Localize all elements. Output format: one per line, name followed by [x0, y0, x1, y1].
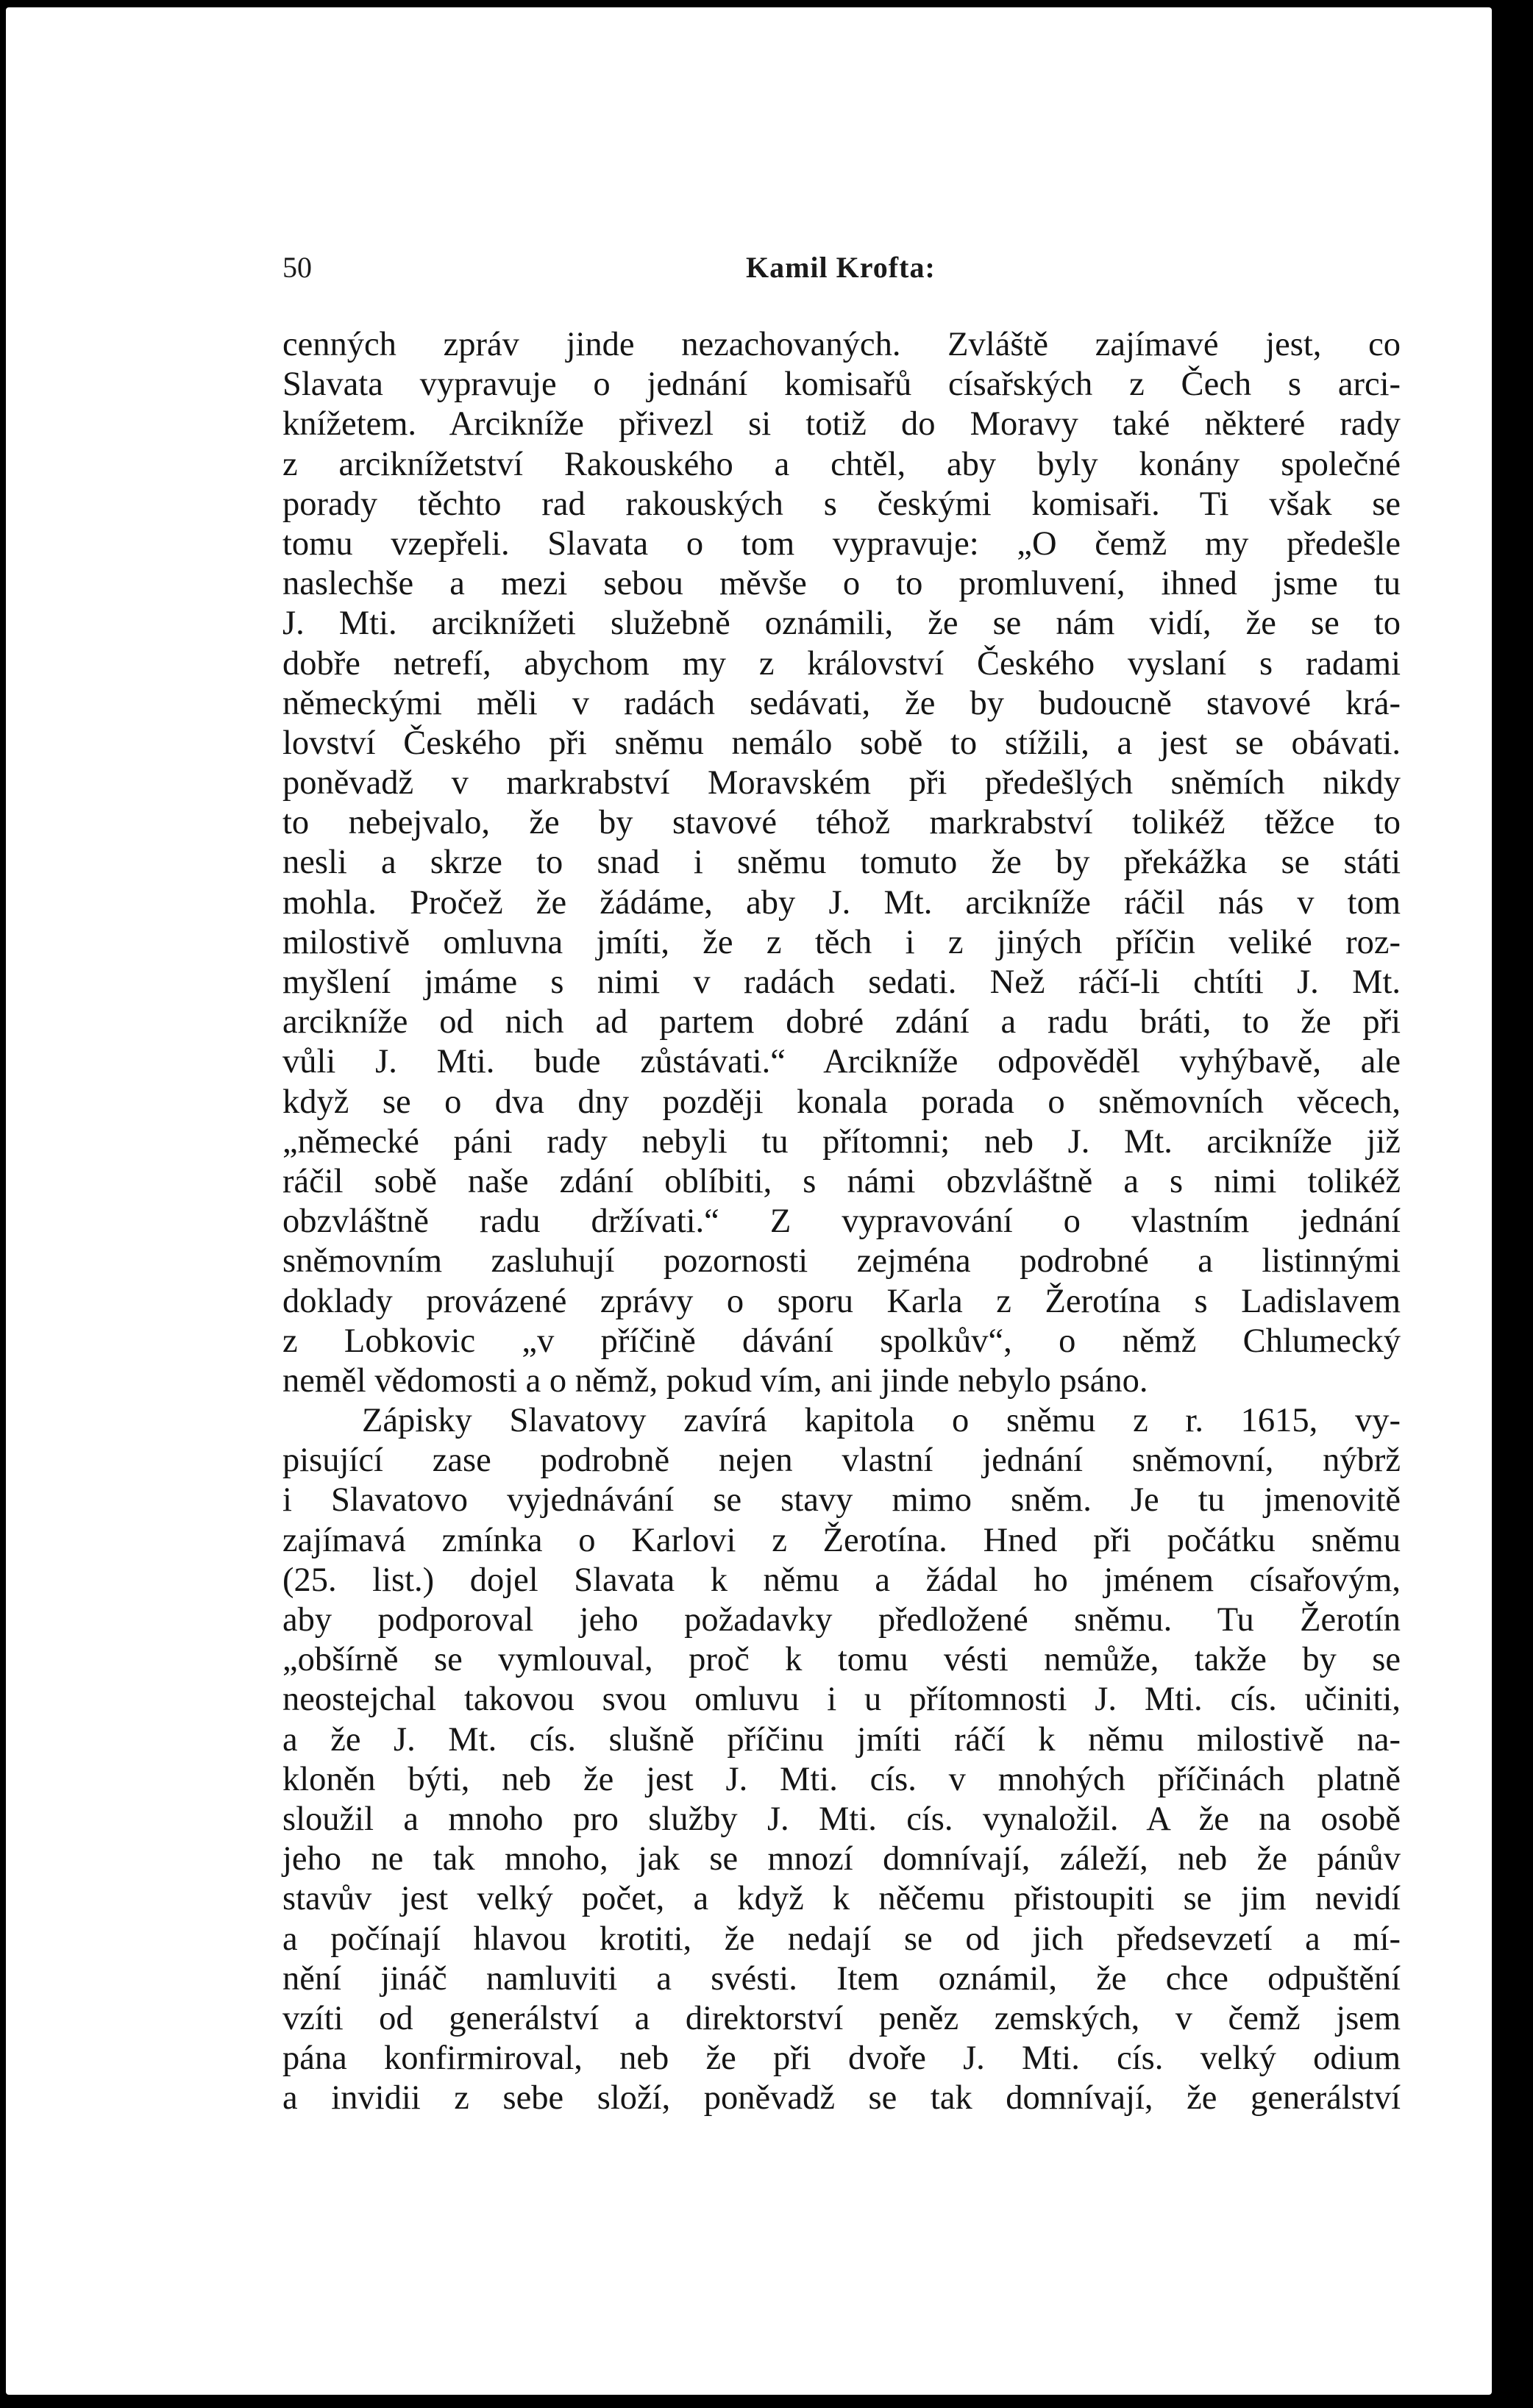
text-line: nesli a skrze to snad i sněmu tomuto že by překážka se státi	[282, 844, 1401, 882]
text-line: z arciknížetství Rakouského a chtěl, aby byly konány společné	[282, 445, 1401, 483]
text-line: kloněn býti, neb že jest J. Mti. cís. v mnohých příčinách platně	[282, 1760, 1401, 1798]
text-line: když se o dva dny později konala porada o sněmovních věcech,	[282, 1083, 1401, 1121]
text-line: (25. list.) dojel Slavata k němu a žádal ho jménem císařovým,	[282, 1561, 1401, 1599]
text-line: pána konfirmiroval, neb že při dvoře J. Mti. cís. velký odium	[282, 2040, 1401, 2078]
text-line: pisující zase podrobně nejen vlastní jednání sněmovní, nýbrž	[282, 1442, 1401, 1480]
text-line: Zápisky Slavatovy zavírá kapitola o sněmu z r. 1615, vy-	[362, 1402, 1401, 1440]
text-line: doklady provázené zprávy o sporu Karla z Žerotína s Ladislavem	[282, 1282, 1401, 1320]
text-line: Slavata vypravuje o jednání komisařů císařských z Čech s arci-	[282, 366, 1401, 404]
text-line: neměl vědomosti a o němž, pokud vím, ani jinde nebylo psáno.	[282, 1361, 1148, 1400]
text-line: aby podporoval jeho požadavky předložené sněmu. Tu Žerotín	[282, 1601, 1401, 1639]
text-line: obzvláštně radu držívati.“ Z vypravování o vlastním jednání	[282, 1203, 1401, 1241]
text-line: a že J. Mt. cís. slušně příčinu jmíti ráčí k němu milostivě na-	[282, 1720, 1401, 1759]
text-line: vůli J. Mti. bude zůstávati.“ Arcikníže odpověděl vyhýbavě, ale	[282, 1043, 1401, 1081]
text-line: poněvadž v markrabství Moravském při předešlých sněmích nikdy	[282, 764, 1401, 802]
text-line: stavův jest velký počet, a když k něčemu přistoupiti se jim nevidí	[282, 1880, 1401, 1918]
text-line: dobře netrefí, abychom my z království Českého vyslaní s radami	[282, 644, 1401, 683]
text-line: vzíti od generálství a direktorství peněz zemských, v čemž jsem	[282, 1999, 1401, 2037]
text-line: nění jináč namluviti a svésti. Item oznámil, že chce odpuštění	[282, 1959, 1401, 1998]
text-line: zajímavá zmínka o Karlovi z Žerotína. Hned při počátku sněmu	[282, 1521, 1401, 1559]
book-page	[6, 7, 1492, 2395]
text-line: sněmovním zasluhují pozornosti zejména podrobné a listinnými	[282, 1242, 1401, 1280]
page-edge-shadow	[1492, 0, 1533, 2408]
text-line: a invidii z sebe složí, poněvadž se tak domnívají, že generálství	[282, 2079, 1401, 2117]
page-number: 50	[282, 251, 312, 284]
text-line: z Lobkovic „v příčině dávání spolkův“, o němž Chlumecký	[282, 1322, 1401, 1360]
paragraph-2	[282, 1401, 1401, 2118]
text-line: knížetem. Arcikníže přivezl si totiž do Moravy také některé rady	[282, 405, 1401, 444]
text-line: naslechše a mezi sebou měvše o to promluvení, ihned jsme tu	[282, 565, 1401, 603]
text-line: jeho ne tak mnoho, jak se mnozí domnívají, záleží, neb že pánův	[282, 1840, 1401, 1878]
text-line: cenných zpráv jinde nezachovaných. Zvláště zajímavé jest, co	[282, 326, 1401, 363]
text-line: milostivě omluvna jmíti, že z těch i z jiných příčin veliké roz-	[282, 923, 1401, 961]
text-line: sloužil a mnoho pro služby J. Mti. cís. vynaložil. A že na osobě	[282, 1800, 1401, 1838]
text-line: i Slavatovo vyjednávání se stavy mimo sněm. Je tu jmenovitě	[282, 1481, 1401, 1520]
text-line: „německé páni rady nebyli tu přítomni; neb J. Mt. arcikníže již	[282, 1122, 1401, 1161]
text-line: to nebejvalo, že by stavové téhož markrabství tolikéž těžce to	[282, 804, 1401, 842]
running-head: Kamil Krofta:	[746, 251, 936, 284]
text-line: tomu vzepřeli. Slavata o tom vypravuje: „O čemž my předešle	[282, 524, 1401, 563]
text-line: porady těchto rad rakouských s českými komisaři. Ti však se	[282, 485, 1401, 523]
text-line: „obšírně se vymlouval, proč k tomu vésti nemůže, takže by se	[282, 1641, 1401, 1679]
text-line: mohla. Pročež že žádáme, aby J. Mt. arcikníže ráčil nás v tom	[282, 883, 1401, 922]
text-line: arcikníže od nich ad partem dobré zdání a radu bráti, to že při	[282, 1003, 1401, 1041]
text-line: neostejchal takovou svou omluvu i u přítomnosti J. Mti. cís. učiniti,	[282, 1681, 1401, 1719]
page-header	[282, 250, 1401, 294]
paragraph-1	[282, 325, 1401, 1401]
body-text	[282, 325, 1401, 2118]
text-line: lovství Českého při sněmu nemálo sobě to stížili, a jest se obávati.	[282, 724, 1401, 762]
text-line: německými měli v radách sedávati, že by budoucně stavové krá-	[282, 684, 1401, 722]
text-line: J. Mti. arciknížeti služebně oznámili, že se nám vidí, že se to	[282, 605, 1401, 643]
text-line: ráčil sobě naše zdání oblíbiti, s námi obzvláštně a s nimi tolikéž	[282, 1162, 1401, 1200]
text-line: a počínají hlavou krotiti, že nedají se od jich předsevzetí a mí-	[282, 1920, 1401, 1958]
text-line: myšlení jmáme s nimi v radách sedati. Než ráčí-li chtíti J. Mt.	[282, 963, 1401, 1001]
